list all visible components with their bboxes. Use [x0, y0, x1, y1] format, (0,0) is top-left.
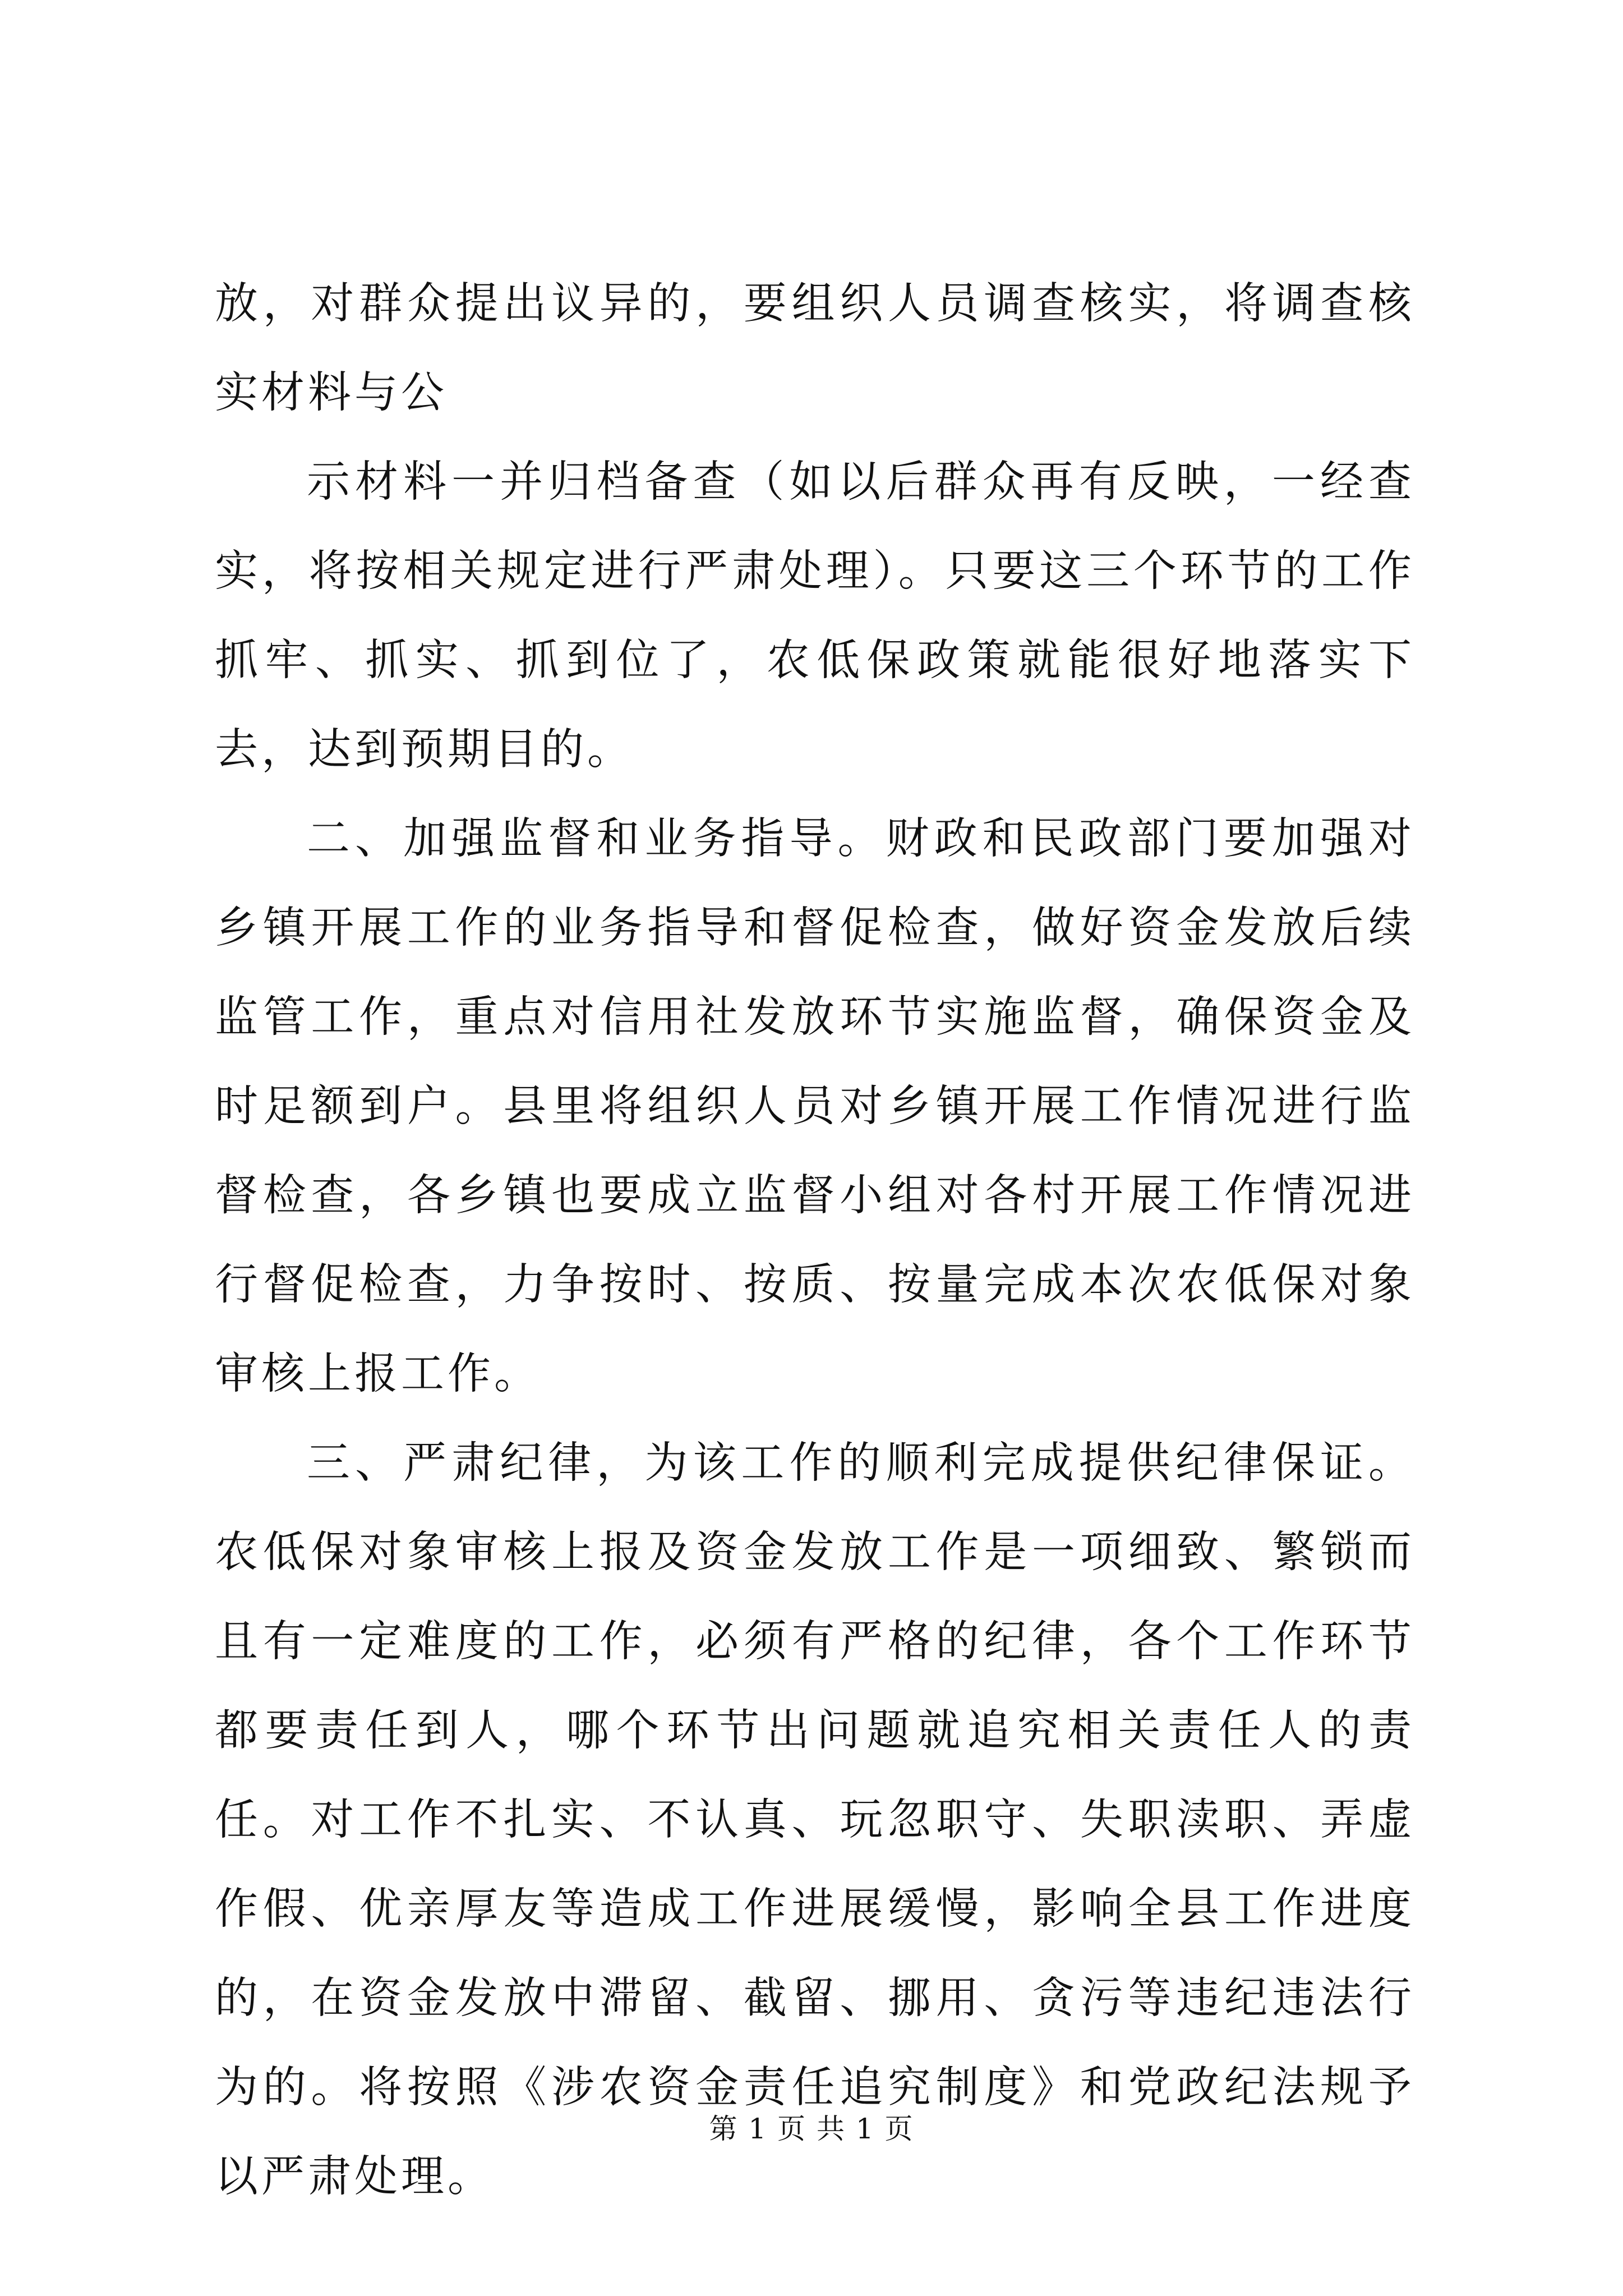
document-body: [215, 259, 1415, 2221]
page-number-footer: 第 1 页 共 1 页: [709, 2113, 914, 2145]
paragraph-continuation: 放，对群众提出议异的，要组织人员调查核实，将调查核实材料与公: [215, 279, 1415, 418]
paragraph-discipline: 三、严肃纪律，为该工作的顺利完成提供纪律保证。农低保对象审核上报及资金发放工作是一项细致、繁锁而且有一定难度的工作，必须有严格的纪律，各个工作环节都要责任到人，哪个环节出问题就追究相关责任人的责任。对工作不扎实、不认真、玩忽职守、失职渎职、弄虚作假、优亲厚友等造成工作进展缓慢，影响全县工作进度的，在资金发放中滞留、截留、挪用、贪污等违纪违法行为的。将按照《涉农资金责任追究制度》和党政纪法规予以严肃处理。: [215, 1438, 1415, 2202]
paragraph-archive: 示材料一并归档备查（如以后群众再有反映，一经查实，将按相关规定进行严肃处理）。只要这三个环节的工作抓牢、抓实、抓到位了，农低保政策就能很好地落实下去，达到预期目的。: [215, 457, 1415, 775]
paragraph-supervision: 二、加强监督和业务指导。财政和民政部门要加强对乡镇开展工作的业务指导和督促检查，做好资金发放后续监管工作，重点对信用社发放环节实施监督，确保资金及时足额到户。县里将组织人员对乡镇开展工作情况进行监督检查，各乡镇也要成立监督小组对各村开展工作情况进行督促检查，力争按时、按质、按量完成本次农低保对象审核上报工作。: [215, 814, 1415, 1399]
